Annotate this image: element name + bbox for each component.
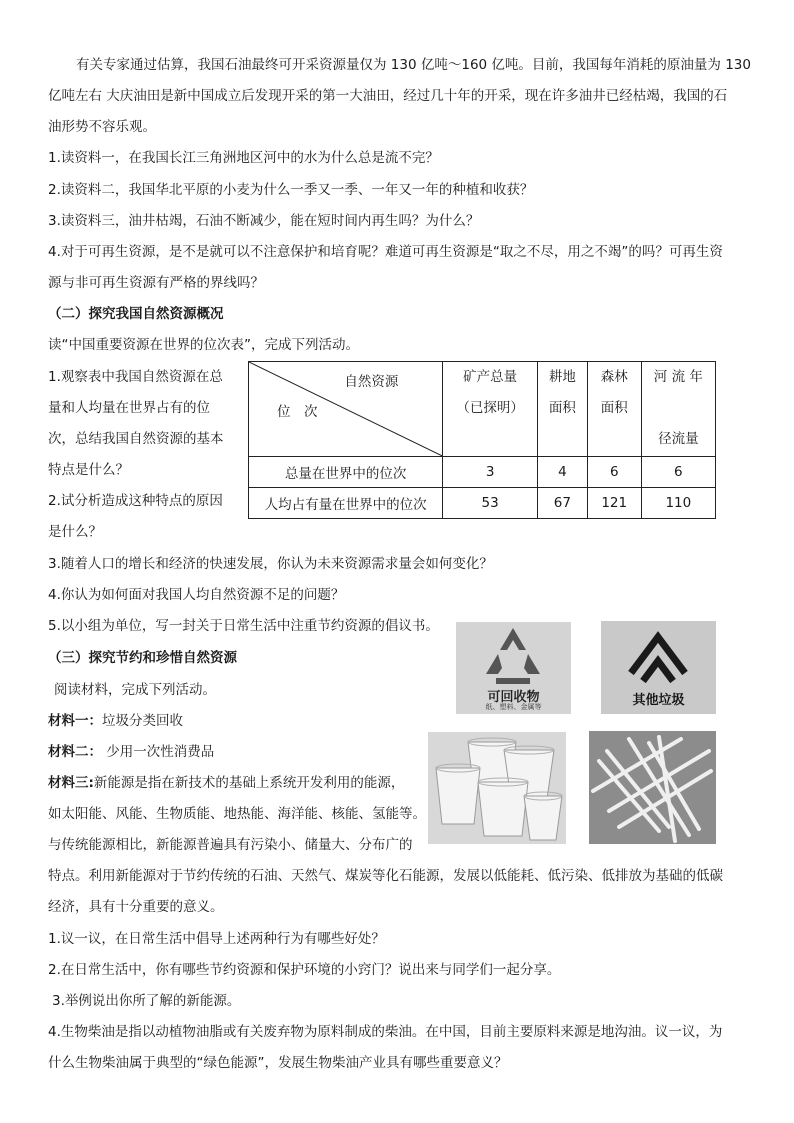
cell: 67 [537,488,587,519]
paper-cups-photo [428,732,566,844]
row-label-total: 总量在世界中的位次 [249,457,443,488]
s2-question-1-line3: 次，总结我国自然资源的基本 [48,431,224,447]
s2-question-3: 3.随着人口的增长和经济的快速发展，你认为未来资源需求量会如何变化？ [48,556,493,572]
s2-question-1-line2: 量和人均量在世界占有的位 [48,400,210,416]
col-header-minerals [443,362,538,457]
cell: 6 [641,457,715,488]
paragraph-oil-2: 亿吨左右 大庆油田是新中国成立后发现开采的第一大油田，经过几十年的开采，现在许多油井已经枯竭，我国的石 [48,88,728,104]
cell: 3 [443,457,538,488]
col-header-forest [587,362,641,457]
s3-question-1: 1.议一议，在日常生活中倡导上述两种行为有哪些好处？ [48,931,385,947]
row-label-per-capita: 人均占有量在世界中的位次 [249,488,443,519]
col-header-farmland [537,362,587,457]
section-3-heading: （三）探究节约和珍惜自然资源 [48,650,237,666]
other-waste-title: 其他垃圾 [632,693,685,708]
col-header-forest-line2: 面积 [600,400,628,416]
cell: 121 [587,488,641,519]
col-header-forest-line1: 森林 [600,369,628,385]
diag-label-resource: 自然资源 [344,374,399,390]
material-3-line2: 如太阳能、风能、生物质能、地热能、海洋能、核能、氢能等。 [48,806,426,822]
other-waste-sign [601,621,716,714]
col-header-runoff [641,362,715,457]
col-header-minerals-line2: （已探明） [456,400,524,416]
section-2-heading: （二）探究我国自然资源概况 [48,306,224,322]
s3-question-4-line1: 4.生物柴油是指以动植物油脂或有关废弃物为原料制成的柴油。在中国，目前主要原料来源是地沟油。议一议，为 [48,1024,723,1040]
chopsticks-image [589,731,716,844]
question-4-line2: 源与非可再生资源有严格的界线吗？ [48,275,264,291]
material-2-label: 材料二： [48,744,102,760]
table-row [249,457,716,488]
material-3-text: 新能源是指在新技术的基础上系统开发利用的能源， [93,775,405,791]
col-header-minerals-line1: 矿产总量 [463,369,518,385]
col-header-runoff-line2: 径流量 [658,431,699,447]
diag-label-rank: 位 次 [277,404,318,420]
resource-rank-table [248,361,716,519]
material-1-label: 材料一： [48,713,102,729]
s3-question-3: 3.举例说出你所了解的新能源。 [52,993,241,1009]
recyclable-sign [456,622,571,714]
col-header-farmland-line1: 耕地 [548,369,576,385]
s3-question-2: 2.在日常生活中，你有哪些节约资源和保护环境的小窍门？说出来与同学们一起分享。 [48,962,561,978]
col-header-farmland-line2: 面积 [548,400,576,416]
table-diagonal-header [249,362,443,457]
material-3-line5: 经济，具有十分重要的意义。 [48,899,224,915]
material-2 [48,742,214,762]
s2-question-2-line2: 是什么？ [48,524,102,540]
cell: 4 [537,457,587,488]
material-3-line3: 与传统能源相比，新能源普遍具有污染小、储量大、分布广的 [48,837,413,853]
question-3: 3.读资料三，油井枯竭，石油不断减少，能在短时间内再生吗？为什么？ [48,213,480,229]
recyclable-title: 可回收物 [487,690,540,705]
s2-question-2-line1: 2.试分析造成这种特点的原因 [48,493,223,509]
material-2-text: 少用一次性消费品 [102,744,215,760]
paragraph-oil-3: 油形势不容乐观。 [48,119,156,135]
material-1-text: 垃圾分类回收 [102,713,183,729]
question-4-line1: 4.对于可再生资源，是不是就可以不注意保护和培育呢？难道可再生资源是“取之不尽，用之不竭”的吗？可再生资 [48,244,723,260]
section-3-intro: 阅读材料，完成下列活动。 [54,682,216,698]
disposable-chopsticks-photo [589,731,716,844]
paragraph-oil-1: 有关专家通过估算，我国石油最终可开采资源量仅为 130 亿吨～160 亿吨。目前，我国每年消耗的原油量为 130 [76,57,751,73]
question-1: 1.读资料一，在我国长江三角洲地区河中的水为什么总是流不完？ [48,150,439,166]
material-3-label: 材料三: [48,775,94,791]
material-3-line4: 特点。利用新能源对于节约传统的石油、天然气、煤炭等化石能源，发展以低能耗、低污染、低排放为基础的低碳 [48,868,723,884]
cell: 6 [587,457,641,488]
cell: 53 [443,488,538,519]
s3-question-4-line2: 什么生物柴油属于典型的“绿色能源”，发展生物柴油产业具有哪些重要意义？ [48,1055,508,1071]
cell: 110 [641,488,715,519]
s2-question-4: 4.你认为如何面对我国人均自然资源不足的问题？ [48,587,345,603]
question-2: 2.读资料二，我国华北平原的小麦为什么一季又一季、一年又一年的种植和收获？ [48,182,534,198]
recyclable-subtitle: 纸、塑料、金属等 [485,703,542,711]
section-2-intro: 读“中国重要资源在世界的位次表”，完成下列活动。 [48,337,359,353]
material-3-line1 [48,773,404,793]
material-1 [48,711,183,731]
paper-cups-image [428,732,566,844]
s2-question-1-line4: 特点是什么？ [48,462,129,478]
col-header-runoff-line1: 河 流 年 [653,369,703,385]
s2-question-1-line1: 1.观察表中我国自然资源在总 [48,369,223,385]
s2-question-5: 5.以小组为单位，写一封关于日常生活中注重节约资源的倡议书。 [48,618,439,634]
table-row [249,488,716,519]
